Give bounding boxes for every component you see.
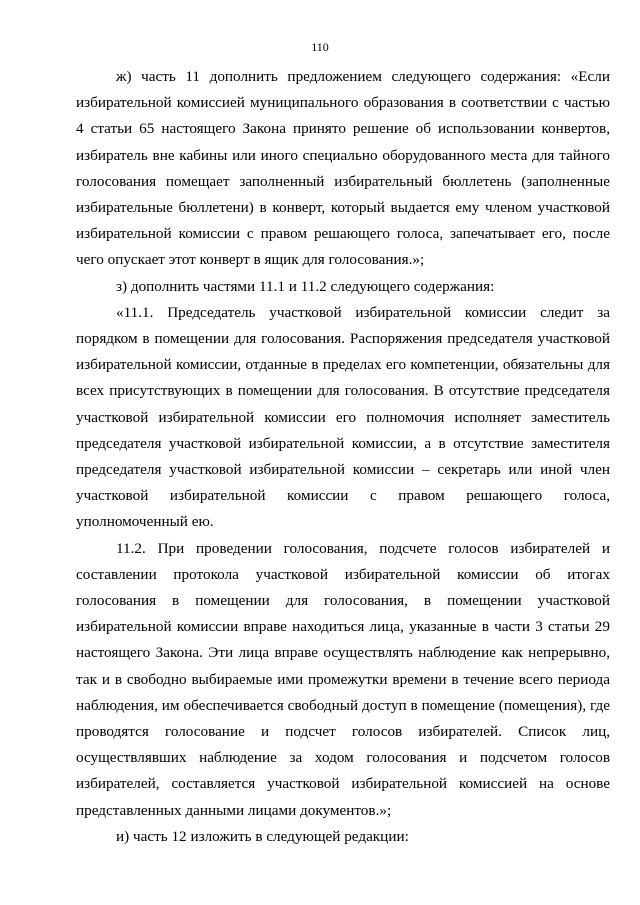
paragraph-section-11-2: 11.2. При проведении голосования, подсчете голосов избирателей и составлении протокола участковой избирательной комиссии об итогах голосования в помещении для голосования, в помещении участковой избирательной комиссии вправе находиться лица, указанные в части 3 статьи 29 настоящего Закона. Эти лица вправе осуществлять наблюдение как непрерывно, так и в свободно выбираемые ими промежутки времени в течение всего периода наблюдения, им обеспечивается свободный доступ в помещение (помещения), где проводятся голосование и подсчет голосов избирателей. Список лиц, осуществлявших наблюдение за ходом голосования и подсчетом голосов избирателей, составляется участковой избирательной комиссией на основе представленных данными лицами документов.»; [76, 539, 610, 819]
paragraph-item-i: и) часть 12 изложить в следующей редакции: [116, 827, 409, 845]
paragraph-item-zh: ж) часть 11 дополнить предложением следующего содержания: «Если избирательной комиссией муниципального образования в соответствии с частью 4 статьи 65 настоящего Закона принято решение об использовании конвертов, избиратель вне кабины или иного специально оборудованного места для тайного голосования помещает заполненный избирательный бюллетень (заполненные избирательные бюллетени) в конверт, который выдается ему членом участковой избирательной комиссии с правом решающего голоса, запечатывает его, после чего опускает этот конверт в ящик для голосования.»; [76, 68, 610, 269]
page-number: 110 [311, 40, 329, 54]
paragraph-section-11-1: «11.1. Председатель участковой избирательной комиссии следит за порядком в помещении для голосования. Распоряжения председателя участковой избирательной комиссии, отданные в пределах его компетенции, обязательны для всех присутствующих в помещении для голосования. В отсутствие председателя участковой избирательной комиссии его полномочия исполняет заместитель председателя участковой избирательной комиссии, а в отсутствие заместителя председателя участковой избирательной комиссии – секретарь или иной член участковой избирательной комиссии с правом решающего голоса, уполномоченный ею. [76, 303, 610, 531]
paragraph-item-z: з) дополнить частями 11.1 и 11.2 следующего содержания: [116, 277, 495, 295]
document-body [76, 64, 610, 850]
